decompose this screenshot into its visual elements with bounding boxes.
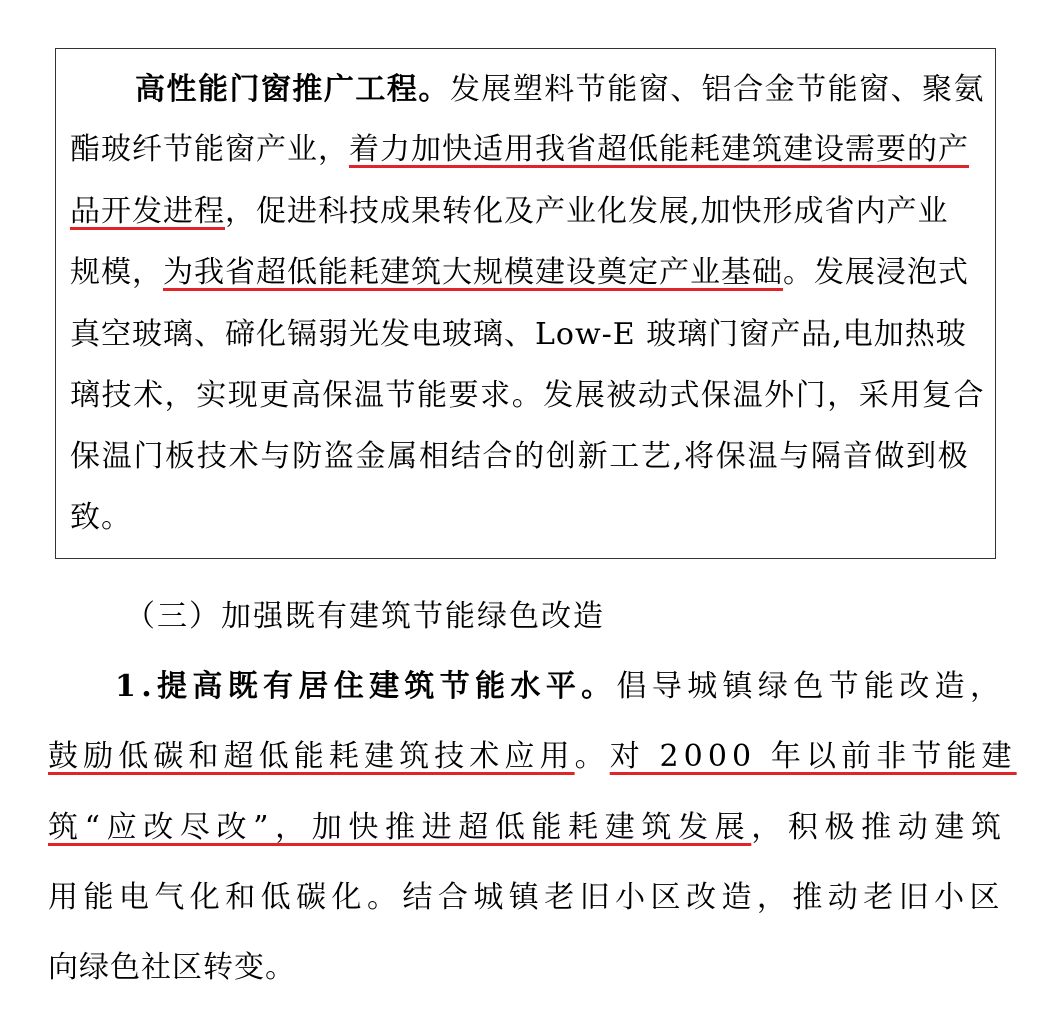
para2-title: 1.提高既有居住建筑节能水平。 <box>115 669 617 704</box>
para2-line-4: 用能电气化和低碳化。结合城镇老旧小区改造，推动老旧小区 <box>48 880 1005 915</box>
para2-line-2: 鼓励低碳和超低能耗建筑技术应用。对 2000 年以前非节能建 <box>48 739 1017 774</box>
section-heading: （三）加强既有建筑节能绿色改造 <box>125 599 605 634</box>
underlined-text: 着力加快适用我省超低能耗建筑建设需要的产 <box>349 132 969 167</box>
box-line-7: 保温门板技术与防盗金属相结合的创新工艺,将保温与隔音做到极 <box>70 439 970 474</box>
para2-line-5: 向绿色社区转变。 <box>48 950 296 985</box>
box-paragraph-title: 高性能门窗推广工程。 <box>135 72 450 107</box>
box-line-6: 璃技术，实现更高保温节能要求。发展被动式保温外门，采用复合 <box>70 378 985 413</box>
box-line-2: 酯玻纤节能窗产业，着力加快适用我省超低能耗建筑建设需要的产 <box>70 132 969 167</box>
highlight-box <box>55 48 996 559</box>
underlined-text: 对 2000 年以前非节能建 <box>609 739 1017 774</box>
underlined-text: 品开发进程 <box>70 194 225 229</box>
underlined-text: 为我省超低能耗建筑大规模建设奠定产业基础 <box>163 255 783 290</box>
para2-line-3: 筑“应改尽改”，加快推进超低能耗建筑发展，积极推动建筑 <box>48 810 1008 845</box>
box-line-4: 规模，为我省超低能耗建筑大规模建设奠定产业基础。发展浸泡式 <box>70 255 969 290</box>
box-line-5: 真空玻璃、碲化镉弱光发电玻璃、Low-E 玻璃门窗产品,电加热玻 <box>70 317 967 352</box>
underlined-text: 筑“应改尽改”，加快推进超低能耗建筑发展 <box>48 810 752 845</box>
underlined-text: 鼓励低碳和超低能耗建筑技术应用 <box>48 739 575 774</box>
box-line-1: 高性能门窗推广工程。发展塑料节能窗、铝合金节能窗、聚氨 <box>135 72 986 107</box>
para2-line-1: 1.提高既有居住建筑节能水平。倡导城镇绿色节能改造， <box>115 669 1006 704</box>
box-line-8: 致。 <box>70 500 132 535</box>
box-line-3: 品开发进程，促进科技成果转化及产业化发展,加快形成省内产业 <box>70 194 949 229</box>
